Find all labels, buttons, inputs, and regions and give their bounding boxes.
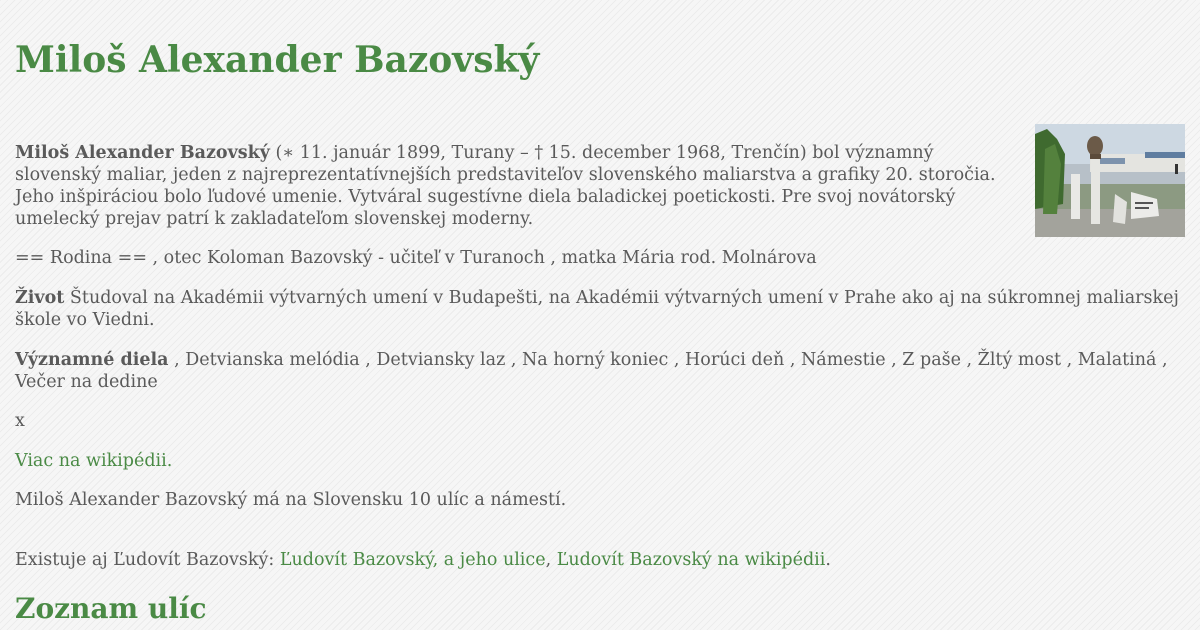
family-paragraph: == Rodina == , otec Koloman Bazovský - učiteľ v Turanoch , matka Mária rod. Molnárova <box>15 248 817 268</box>
works-text: , Detvianska melódia , Detviansky laz , Na horný koniec , Horúci deň , Námestie , Z paše , Žltý most , Malatiná , Večer na dedine <box>15 350 1168 392</box>
intro-text: (∗ 11. január 1899, Turany – † 15. december 1968, Trenčín) bol významný slovenský maliar, jeden z najreprezentatívnejších predstaviteľov slovenského maliarstva a grafiky 20. storočia. Jeho inšpiráciou bolo ľudové umenie. Vytváral sugestívne diela baladickej poetickosti. Pre svoj novátorský umelecký prejav patrí k zakladateľom slovenskej moderny. <box>15 143 996 229</box>
also-prefix: Existuje aj Ľudovít Bazovský: <box>15 550 280 570</box>
x-paragraph: x <box>15 411 25 431</box>
life-text: Študoval na Akadémii výtvarných umení v Budapešti, na Akadémii výtvarných umení v Prahe ako aj na súkromnej maliarskej škole vo Viedni. <box>15 288 1179 330</box>
streets-count-paragraph: Miloš Alexander Bazovský má na Slovensku 10 ulíc a námestí. <box>15 490 567 510</box>
also-separator: , <box>545 550 557 570</box>
life-paragraph <box>15 287 1185 331</box>
ludovit-streets-link[interactable]: Ľudovít Bazovský, a jeho ulice <box>279 550 546 570</box>
page-title: Miloš Alexander Bazovský <box>15 39 540 81</box>
also-suffix: . <box>825 550 831 570</box>
memorial-photo <box>1035 124 1185 237</box>
wiki-link[interactable]: Viac na wikipédii. <box>15 451 173 471</box>
street-list-heading: Zoznam ulíc <box>15 592 207 625</box>
works-label: Významné diela <box>15 350 169 370</box>
works-paragraph <box>15 349 1185 393</box>
wiki-paragraph <box>15 450 172 472</box>
ludovit-wiki-link[interactable]: Ľudovít Bazovský na wikipédii <box>556 550 826 570</box>
intro-paragraph <box>15 142 1015 230</box>
life-label: Život <box>15 288 65 308</box>
intro-name: Miloš Alexander Bazovský <box>15 143 270 163</box>
also-paragraph <box>15 549 831 571</box>
